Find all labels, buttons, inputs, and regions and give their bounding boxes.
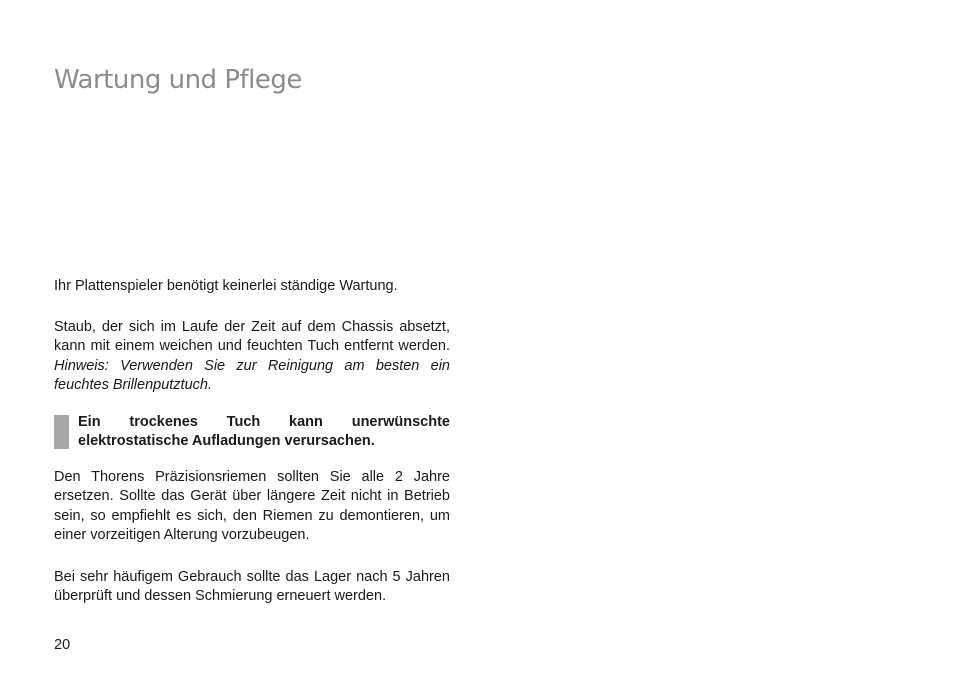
page-number: 20 (54, 637, 71, 653)
page-title: Wartung und Pflege (54, 65, 302, 95)
paragraph-belt-replacement (54, 468, 450, 546)
paragraph-maintenance-intro (54, 277, 450, 296)
paragraph-text: Bei sehr häufigem Gebrauch sollte das Lager nach 5 Jahren überprüft und dessen Schmierung erneuert werden. (54, 569, 450, 605)
paragraph-bearing-service (54, 568, 450, 607)
notice-marker-bar (54, 415, 69, 449)
paragraph-text-wrapper (54, 318, 450, 396)
cleaning-hint: Hinweis: Verwenden Sie zur Reinigung am besten ein feuchtes Brillenputztuch. (54, 357, 450, 394)
paragraph-text: Staub, der sich im Laufe der Zeit auf dem Chassis absetzt, kann mit einem weichen und feuchten Tuch entfernt werden. (54, 319, 450, 355)
paragraph-text: Den Thorens Präzisionsriemen sollten Sie alle 2 Jahre ersetzen. Sollte das Gerät über längere Zeit nicht in Betrieb sein, so empfiehlt es sich, den Riemen zu demontieren, um einer vorzeitigen Alterung vorzubeugen. (54, 469, 450, 544)
notice-text: Ein trockenes Tuch kann unerwünschte elektrostatische Aufladungen verursachen. (78, 414, 450, 450)
paragraph-dust-cleaning (54, 318, 450, 396)
warning-notice (54, 413, 450, 453)
paragraph-text: Ihr Plattenspieler benötigt keinerlei ständige Wartung. (54, 278, 398, 294)
